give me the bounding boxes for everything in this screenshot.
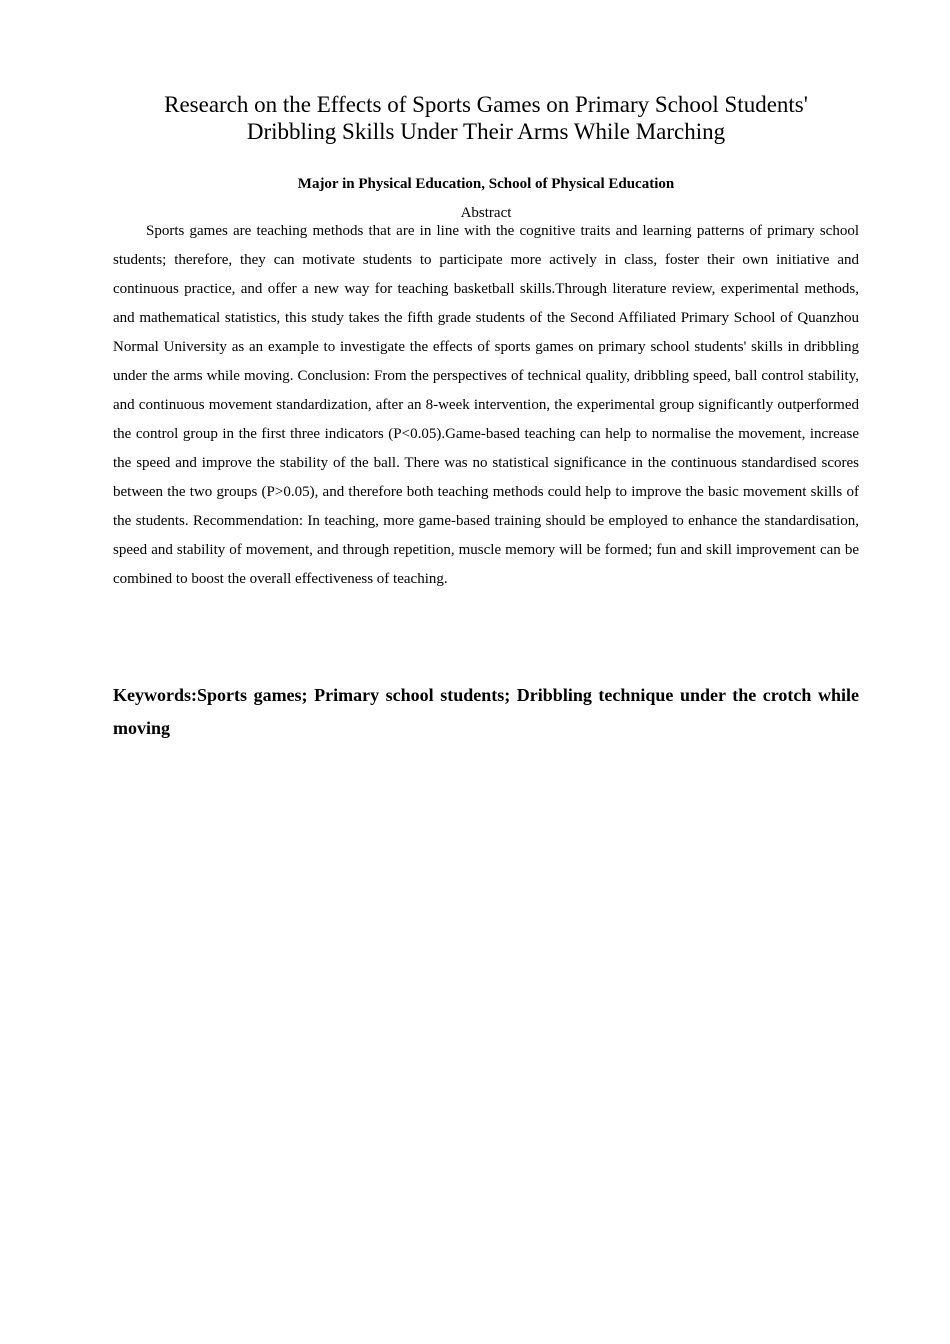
abstract-body: Sports games are teaching methods that are in line with the cognitive traits and learning patterns of primary school students; therefore, they can motivate students to participate more actively in class, foster their own initiative and continuous practice, and offer a new way for teaching basketball skills.Through literature review, experimental methods, and mathematical statistics, this study takes the fifth grade students of the Second Affiliated Primary School of Quanzhou Normal University as an example to investigate the effects of sports games on primary school students' skills in dribbling under the arms while moving. Conclusion: From the perspectives of technical quality, dribbling speed, ball control stability, and continuous movement standardization, after an 8-week intervention, the experimental group significantly outperformed the control group in the first three indicators (P<0.05).Game-based teaching can help to normalise the movement, increase the speed and improve the stability of the ball. There was no statistical significance in the continuous standardised scores between the two groups (P>0.05), and therefore both teaching methods could help to improve the basic movement skills of the students. Recommendation: In teaching, more game-based training should be employed to enhance the standardisation, speed and stability of movement, and through repetition, muscle memory will be formed; fun and skill improvement can be combined to boost the overall effectiveness of teaching. [113,223,859,587]
keywords: Keywords:Sports games; Primary school students; Dribbling technique under the crotch while moving [113,685,859,738]
paper-title [113,91,859,145]
author-affiliation: Major in Physical Education, School of Physical Education [297,176,675,192]
paper-title-line-1: Research on the Effects of Sports Games on Primary School Students' [164,92,808,117]
abstract-heading: Abstract [460,205,512,221]
paper-title-line-2: Dribbling Skills Under Their Arms While Marching [246,119,726,144]
